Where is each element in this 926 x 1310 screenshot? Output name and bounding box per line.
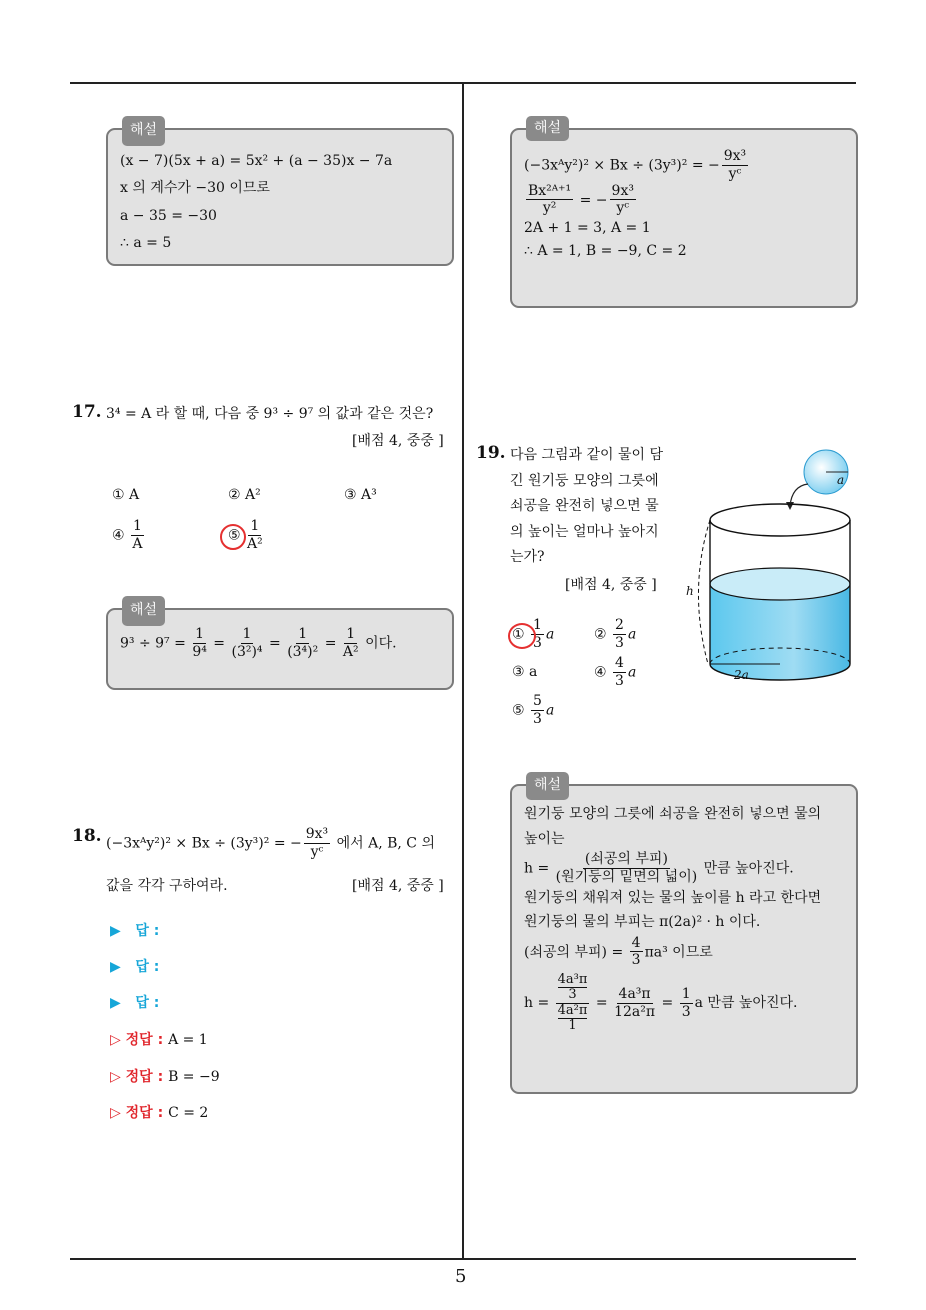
q17-option-1[interactable]: ① A: [112, 487, 140, 503]
correct-line-2: ▷ 정답 : B = −9: [110, 1069, 220, 1085]
question-19-score: [배점 4, 중중 ]: [565, 577, 657, 593]
base-radius-label: 2a: [734, 668, 749, 682]
exp19-line6: (쇠공의 부피) = $\frac{4}{3}$ πa³ 이므로: [524, 934, 713, 969]
question-18-text: (−3xᴬy²)² × Bx ÷ (3y³)² = − $\frac{\text{9x³}}{\text{yᶜ}}$ 에서 A, B, C 의: [106, 826, 435, 860]
explanation-tag: 해설: [122, 116, 165, 146]
question-19-text: 다음 그림과 같이 물이 담 긴 원기둥 모양의 그릇에 쇠공을 완전히 넣으면 물 의 높이는 얼마나 높아지 는가?: [510, 447, 664, 565]
exp16-line3: a − 35 = −30: [120, 207, 217, 224]
question-18-score: [배점 4, 중중 ]: [352, 878, 444, 894]
question-18-text-line2: 값을 각각 구하여라.: [106, 878, 228, 894]
exp16-line1: (x − 7)(5x + a) = 5x² + (a − 35)x − 7a: [120, 153, 393, 169]
exp19-line5: 원기둥의 물의 부피는 π(2a)² · h 이다.: [524, 914, 761, 931]
outline-play-icon: ▷: [110, 1032, 121, 1048]
bottom-rule: [70, 1258, 856, 1260]
selected-answer-mark: [220, 524, 246, 550]
play-icon: ▶: [110, 995, 121, 1011]
exp18-line4: ∴ A = 1, B = −9, C = 2: [524, 242, 687, 259]
exp19-line4: 원기둥의 채워져 있는 물의 높이를 h 라고 한다면: [524, 889, 822, 906]
page-number: 5: [455, 1266, 467, 1287]
correct-line-1: ▷ 정답 : A = 1: [110, 1032, 208, 1048]
q17-option-2[interactable]: ② A²: [228, 487, 261, 503]
q19-option-3[interactable]: ③ a: [512, 664, 538, 680]
q17-option-3[interactable]: ③ A³: [344, 487, 377, 503]
q19-option-1[interactable]: ① $\frac{1}{3}$ a: [512, 617, 555, 651]
ball-radius-label: a: [837, 473, 845, 487]
water-surface: [710, 568, 850, 600]
answer-line-1[interactable]: ▶ 답 :: [110, 923, 160, 939]
exp19-line7: h = 4a³π 3 4a²π 1 = $\frac{\text{4a³π}}{\text{12a²π}}$ = $\frac{1}{3}$ a 만큼 높아진다.: [524, 972, 798, 1034]
exp19-line3: h = (쇠공의 부피) (원기둥의 밑면의 넓이) 만큼 높아진다.: [524, 851, 794, 885]
q19-option-5[interactable]: ⑤ $\frac{5}{3}$ a: [512, 693, 555, 727]
question-17-number: 17.: [72, 402, 102, 422]
q19-option-4[interactable]: ④ $\frac{4}{3}$ a: [594, 655, 637, 689]
exp19-line1: 원기둥 모양의 그릇에 쇠공을 완전히 넣으면 물의: [524, 806, 822, 822]
play-icon: ▶: [110, 923, 121, 939]
explanation-tag: 해설: [122, 596, 165, 626]
explanation-tag: 해설: [526, 116, 569, 141]
selected-answer-mark: [508, 623, 536, 649]
exp16-line4: ∴ a = 5: [120, 234, 172, 251]
outline-play-icon: ▷: [110, 1105, 121, 1121]
play-icon: ▶: [110, 959, 121, 975]
exp18-line3: 2A + 1 = 3, A = 1: [524, 220, 651, 237]
outline-play-icon: ▷: [110, 1069, 121, 1085]
correct-line-3: ▷ 정답 : C = 2: [110, 1105, 209, 1121]
q17-option-5[interactable]: ⑤ $\frac{1}{\text{A²}}$: [228, 518, 263, 552]
column-divider: [462, 84, 464, 1259]
q17-option-4[interactable]: ④ $\frac{1}{A}$: [112, 518, 143, 552]
explanation-box-18: [510, 120, 858, 308]
exp19-line2: 높이는: [524, 830, 565, 847]
exp18-line1: (−3xᴬy²)² × Bx ÷ (3y³)² = − $\frac{\text{9x³}}{\text{yᶜ}}$: [524, 148, 747, 182]
explanation-box-19: [510, 777, 858, 1094]
exp16-line2: x 의 계수가 −30 이므로: [120, 180, 270, 197]
answer-line-3[interactable]: ▶ 답 :: [110, 995, 160, 1011]
question-17-score: [배점 4, 중중 ]: [352, 433, 444, 449]
exp17-line: 9³ ÷ 9⁷ = $\frac{1}{\text{9⁴}}$ = $\frac{1}{\text{(3²)⁴}}$ = $\frac{1}{\text{(3⁴)²}}$ = $\frac{1}{\text{A²}}$ 이다.: [120, 626, 397, 660]
explanation-tag: 해설: [526, 772, 569, 800]
explanation-box-17: [106, 602, 454, 690]
cylinder-ball-figure: [680, 440, 862, 690]
height-label: h: [686, 584, 694, 598]
answer-line-2[interactable]: ▶ 답 :: [110, 959, 160, 975]
question-18-number: 18.: [72, 826, 102, 846]
q19-option-2[interactable]: ② $\frac{2}{3}$ a: [594, 617, 637, 651]
question-19-number: 19.: [476, 443, 506, 463]
question-17-text: 3⁴ = A 라 할 때, 다음 중 9³ ÷ 9⁷ 의 값과 같은 것은?: [106, 406, 434, 422]
explanation-box-16: [106, 122, 454, 266]
exp18-line2: $\frac{\text{Bx²ᴬ⁺¹}}{\text{y²}}$ = − $\frac{\text{9x³}}{\text{yᶜ}}$: [528, 182, 634, 217]
